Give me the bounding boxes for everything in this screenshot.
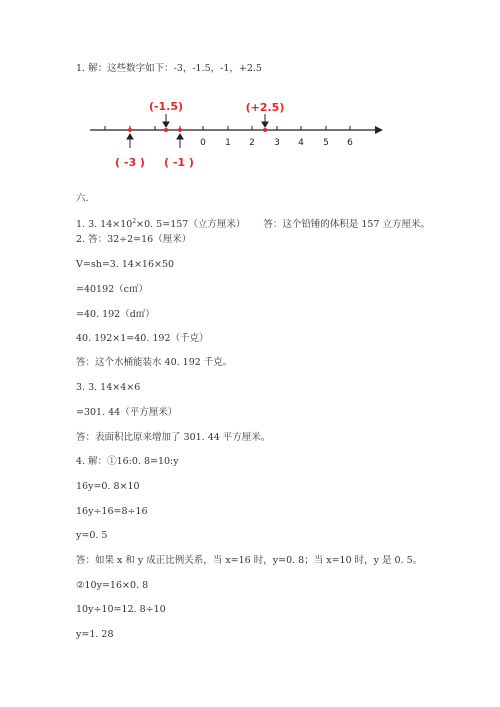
answer-line: =40. 192（d㎡） — [76, 309, 155, 320]
answer-line: 答：表面积比原来增加了 301. 44 平方厘米。 — [76, 432, 271, 443]
answer-line: 10y÷10=12. 8÷10 — [76, 604, 166, 615]
answer-line: ②10y=16×0. 8 — [76, 580, 149, 591]
tick-label-2: 2 — [249, 138, 255, 148]
axis-arrowhead — [375, 126, 383, 134]
answer-line: 4. 解：①16:0. 8=10:y — [76, 456, 179, 467]
answer-line: 40. 192×1=40. 192（千克） — [76, 333, 209, 344]
section-title: 六. — [76, 193, 89, 204]
label-minus-1: ( -1 ) — [164, 156, 194, 169]
tick-label-5: 5 — [323, 138, 329, 148]
answer-line: y=1. 28 — [76, 629, 114, 640]
number-line-diagram — [0, 90, 500, 180]
point-minus-1-5 — [164, 128, 168, 132]
answer-line: 3. 3. 14×4×6 — [76, 382, 141, 393]
point-minus-3 — [128, 128, 132, 132]
answer-line: 1. 3. $14\times 10^2\times 0$. 5=157（立方厘米） 答：这个铅锤的体积是 157 立方厘米。 — [76, 217, 431, 230]
answer-line: V=sh=3. 14×16×50 — [76, 259, 175, 270]
point-minus-1 — [178, 128, 182, 132]
answer-line: 答：这个水桶能装水 40. 192 千克。 — [76, 357, 233, 368]
tick-label-4: 4 — [298, 138, 304, 148]
tick-label-3: 3 — [274, 138, 280, 148]
label-minus-3: ( -3 ) — [115, 156, 145, 169]
tick-label-0: 0 — [200, 138, 206, 148]
answer-line: 2. 答：32÷2=16（厘米） — [76, 234, 192, 245]
point-plus-2-5 — [263, 128, 267, 132]
answer-line: y=0. 5 — [76, 530, 108, 541]
label-minus-1-5: (-1.5) — [148, 100, 184, 113]
answer-line: =40192（c㎡） — [76, 284, 149, 295]
tick-label-6: 6 — [347, 138, 353, 148]
label-plus-2-5: (+2.5) — [245, 101, 285, 114]
answer-line: 16y=0. 8×10 — [76, 481, 140, 492]
answer-line: 16y÷16=8÷16 — [76, 506, 148, 517]
answer-line: =301. 44（平方厘米） — [76, 407, 178, 418]
answer-line: 答：如果 x 和 y 成正比例关系，当 x=16 时，y=0. 8；当 x=10 时，y 是 0. 5。 — [76, 555, 423, 566]
tick-label-1: 1 — [225, 138, 231, 148]
question-1-answer: 1. 解：这些数字如下：-3，-1.5，-1，+2.5 — [76, 63, 262, 74]
